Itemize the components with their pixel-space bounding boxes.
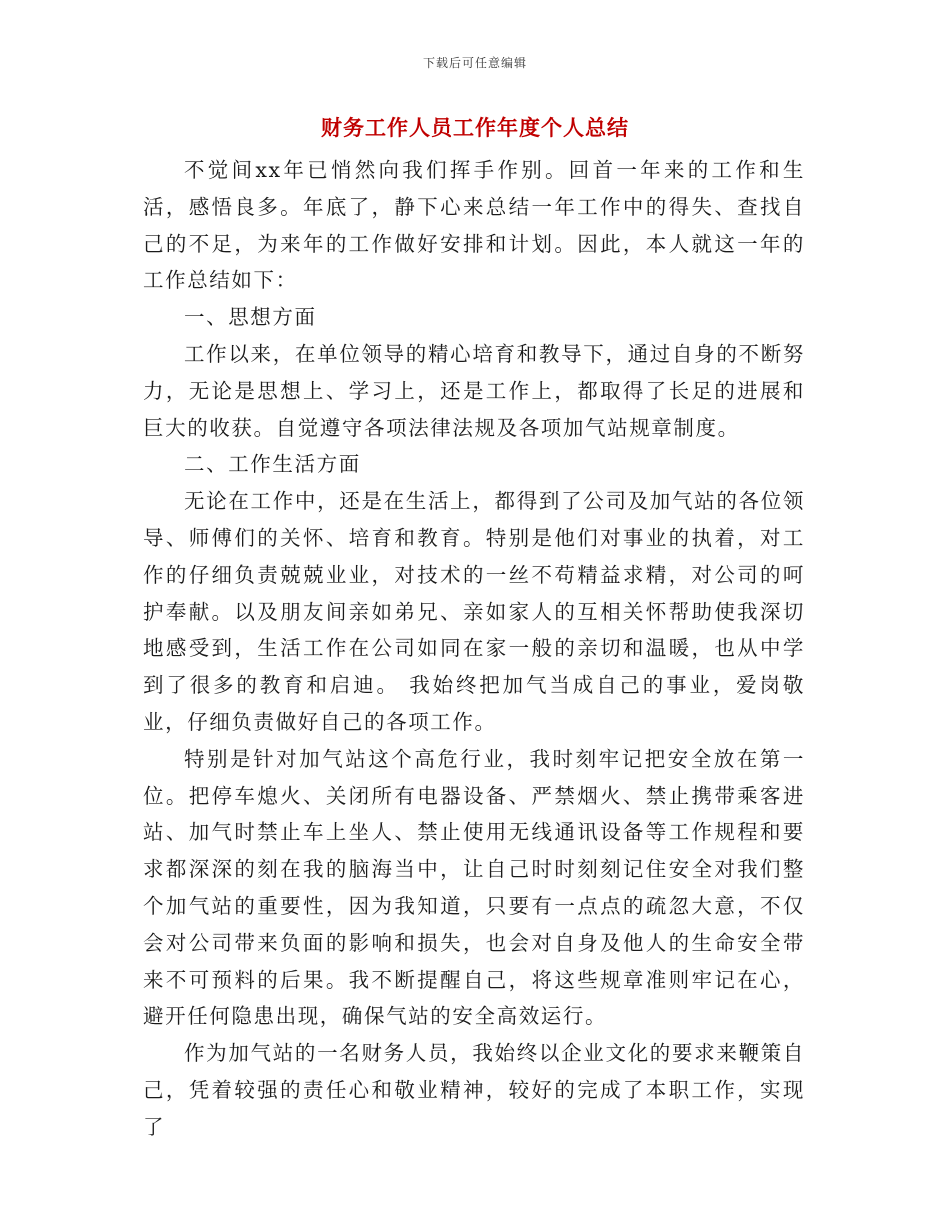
section-heading-work-life: 二、工作生活方面	[184, 452, 361, 477]
header-note: 下载后可任意编辑	[422, 56, 527, 70]
paragraph-intro: 不觉间xx年已悄然向我们挥手作别。回首一年来的工作和生活，感悟良多。年底了，静下心来总结一年工作中的得失、查找自己的不足，为来年的工作做好安排和计划。因此，本人就这一年的工作总结如下：	[143, 158, 805, 293]
document-body	[143, 152, 805, 1146]
paragraph-work-life: 无论在工作中，还是在生活上，都得到了公司及加气站的各位领导、师傅们的关怀、培育和教育。特别是他们对事业的执着，对工作的仔细负责兢兢业业，对技术的一丝不苟精益求精，对公司的呵护奉献。以及朋友间亲如弟兄、亲如家人的互相关怀帮助使我深切地感受到，生活工作在公司如同在家一般的亲切和温暖，也从中学到了很多的教育和启迪。 我始终把加气当成自己的事业，爱岗敬业，仔细负责做好自己的各项工作。	[143, 489, 805, 734]
paragraph-safety: 特别是针对加气站这个高危行业，我时刻牢记把安全放在第一位。把停车熄火、关闭所有电器设备、严禁烟火、禁止携带乘客进站、加气时禁止车上坐人、禁止使用无线通讯设备等工作规程和要求都深深的刻在我的脑海当中，让自己时时刻刻记住安全对我们整个加气站的重要性，因为我知道，只要有一点点的疏忽大意，不仅会对公司带来负面的影响和损失，也会对自身及他人的生命安全带来不可预料的后果。我不断提醒自己，将这些规章准则牢记在心，避开任何隐患出现，确保气站的安全高效运行。	[143, 746, 805, 1029]
section-heading-thought: 一、思想方面	[184, 305, 317, 330]
paragraph-finance-role: 作为加气站的一名财务人员，我始终以企业文化的要求来鞭策自己，凭着较强的责任心和敬业精神，较好的完成了本职工作，实现了	[143, 1041, 805, 1139]
paragraph-thought: 工作以来，在单位领导的精心培育和教导下，通过自身的不断努力，无论是思想上、学习上，还是工作上，都取得了长足的进展和巨大的收获。自觉遵守各项法律法规及各项加气站规章制度。	[143, 341, 805, 440]
document-title: 财务工作人员工作年度个人总结	[321, 115, 629, 140]
